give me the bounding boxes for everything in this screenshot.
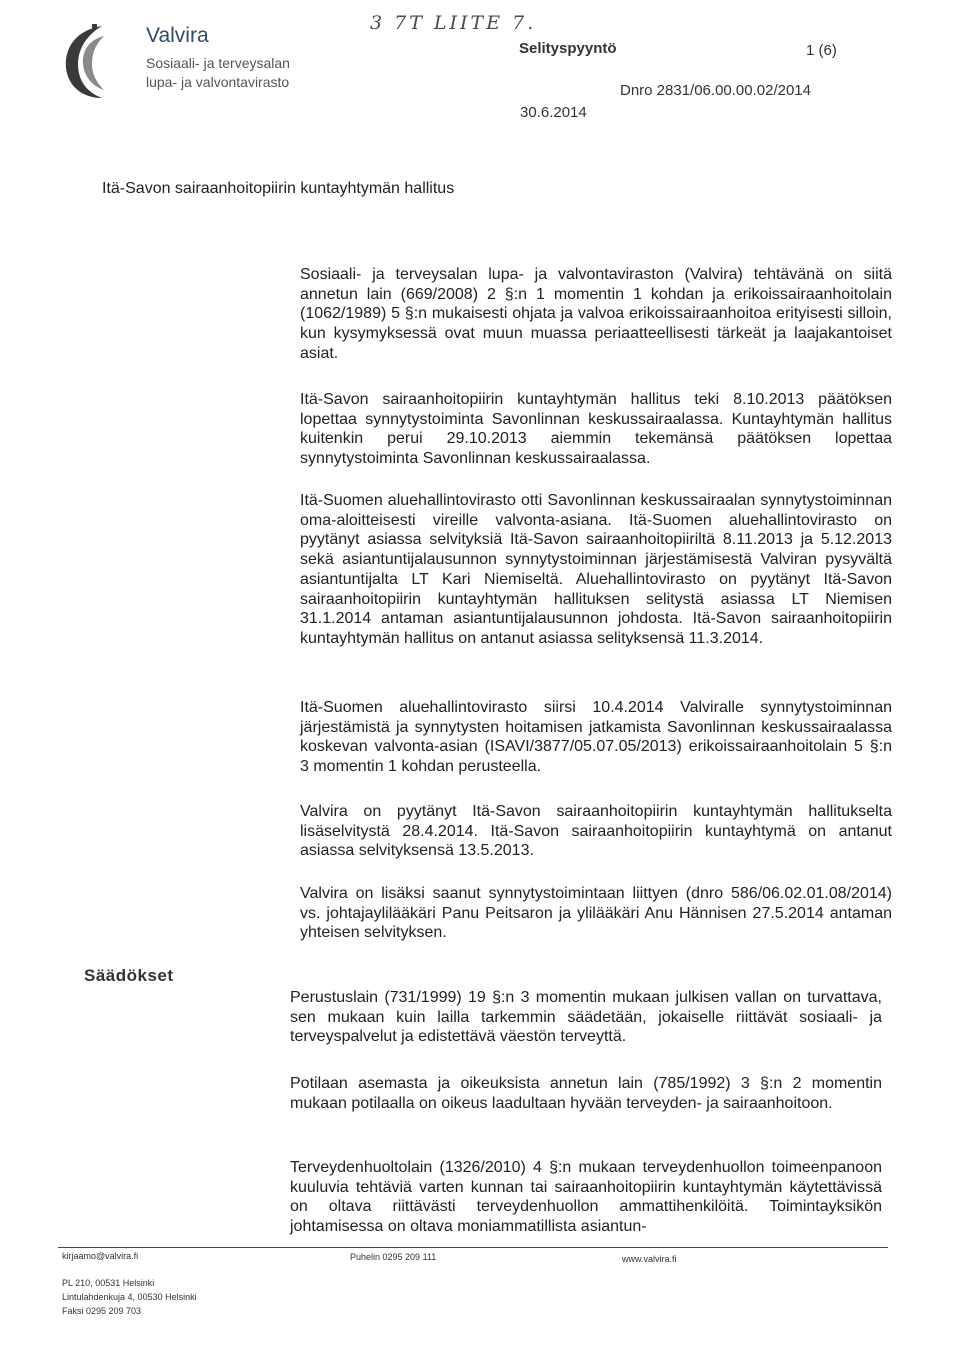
paragraph-2: Itä-Savon sairaanhoitopiirin kuntayhtymän hallitus teki 8.10.2013 päätöksen lopettaa synnytystoiminta Savonlinnan keskussairaalassa. Kuntayhtymän hallitus kuitenkin perui 29.10.2013 aiemmin tekemänsä päätöksen lopettaa synnytystoiminta Savonlinnan keskussairaalassa. — [300, 391, 892, 468]
recipient: Itä-Savon sairaanhoitopiirin kuntayhtymän hallitus — [102, 180, 455, 197]
footer-divider — [58, 1247, 888, 1248]
valvira-logo-icon — [62, 22, 108, 100]
paragraph-3: Itä-Suomen aluehallintovirasto otti Savonlinnan keskussairaalan synnytystoiminnan oma-aloitteisesti vireille valvonta-asiana. Itä-Suomen aluehallintovirasto on pyytänyt asiassa selvityksiä Itä-Savon sairaanhoitopiiriltä 8.11.2013 ja 5.12.2013 sekä asiantuntijalausunnon synnytystoiminnan järjestämisestä Valviran pysyvältä asiantuntijalta LT Kari Niemiseltä. Aluehallintovirasto on pyytänyt Itä-Savon sairaanhoitopiirin kuntayhtymän hallituksen selitystä asiassa LT Niemisen 31.1.2014 antaman asiantuntijalausunnon johdosta. Itä-Savon sairaanhoitopiirin kuntayhtymän hallitus on antanut asiassa selityksensä 11.3.2014. — [300, 492, 892, 647]
org-subtitle-line-2: lupa- ja valvontavirasto — [146, 74, 290, 90]
paragraph-8: Potilaan asemasta ja oikeuksista annetun lain (785/1992) 3 §:n 2 momentin mukaan potilaalla on oikeus laadultaan hyvään terveyden- ja sairaanhoitoon. — [290, 1075, 882, 1112]
document-date: 30.6.2014 — [520, 104, 587, 121]
paragraph-9: Terveydenhuoltolain (1326/2010) 4 §:n mukaan terveydenhuollon toimeenpanoon kuuluvia tehtäviä varten kunnan tai sairaanhoitopiirin kuntayhtymän käytettävissä on oltava riittävästi terveydenhuollon ammattihenkilöitä. Toimintayksikön johtamisessa on oltava moniammatillista asiantun- — [290, 1159, 882, 1236]
page-number: 1 (6) — [806, 42, 837, 59]
footer-street-address: Lintulahdenkuja 4, 00530 Helsinki — [62, 1292, 197, 1302]
footer-postal-address: PL 210, 00531 Helsinki — [62, 1278, 155, 1288]
footer-email: kirjaamo@valvira.fi — [62, 1251, 139, 1261]
record-number: Dnro 2831/06.00.00.02/2014 — [620, 82, 811, 99]
paragraph-7: Perustuslain (731/1999) 19 §:n 3 momentin mukaan julkisen vallan on turvattava, sen mukaan kuin lailla tarkemmin säädetään, jokaiselle riittävät sosiaali- ja terveyspalvelut ja edistettävä väestön terveyttä. — [290, 989, 882, 1046]
document-type: Selityspyyntö — [519, 40, 617, 57]
org-name: Valvira — [146, 24, 209, 47]
paragraph-4: Itä-Suomen aluehallintovirasto siirsi 10.4.2014 Valviralle synnytystoiminnan järjestämistä ja synnytysten hoitamisen jatkamista Savonlinnan keskussairaalassa koskevan valvonta-asian (ISAVI/3877/05.07.05/2013) erikoissairaanhoitolain 5 §:n 3 momentin 1 kohdan perusteella. — [300, 699, 892, 776]
footer-website: www.valvira.fi — [622, 1254, 677, 1264]
paragraph-1: Sosiaali- ja terveysalan lupa- ja valvontaviraston (Valvira) tehtävänä on siitä annetun lain (669/2008) 2 §:n 1 momentin 1 kohdan ja erikoissairaanhoitolain (1062/1989) 5 §:n mukaisesti ohjata ja valvoa erikoissairaanhoitoa erityisesti silloin, kun kysymyksessä ovat muun muassa periaatteellisesti tärkeät ja laajakantoiset asiat. — [300, 266, 892, 362]
section-label-saadokset: Säädökset — [84, 966, 174, 985]
paragraph-5: Valvira on pyytänyt Itä-Savon sairaanhoitopiirin kuntayhtymän hallitukselta lisäselvitystä 28.4.2014. Itä-Savon sairaanhoitopiirin kuntayhtymä on antanut asiassa selvityksensä 13.5.2013. — [300, 803, 892, 860]
handwritten-note: 3 7T LIITE 7. — [370, 12, 537, 34]
paragraph-6: Valvira on lisäksi saanut synnytystoimintaan liittyen (dnro 586/06.02.01.08/2014) vs. johtajaylilääkäri Panu Peitsaron ja ylilääkäri Anu Hännisen 27.5.2014 antaman yhteisen selvityksen. — [300, 885, 892, 942]
org-subtitle-line-1: Sosiaali- ja terveysalan — [146, 55, 290, 71]
footer-fax: Faksi 0295 209 703 — [62, 1306, 142, 1316]
footer-phone: Puhelin 0295 209 111 — [350, 1252, 437, 1262]
